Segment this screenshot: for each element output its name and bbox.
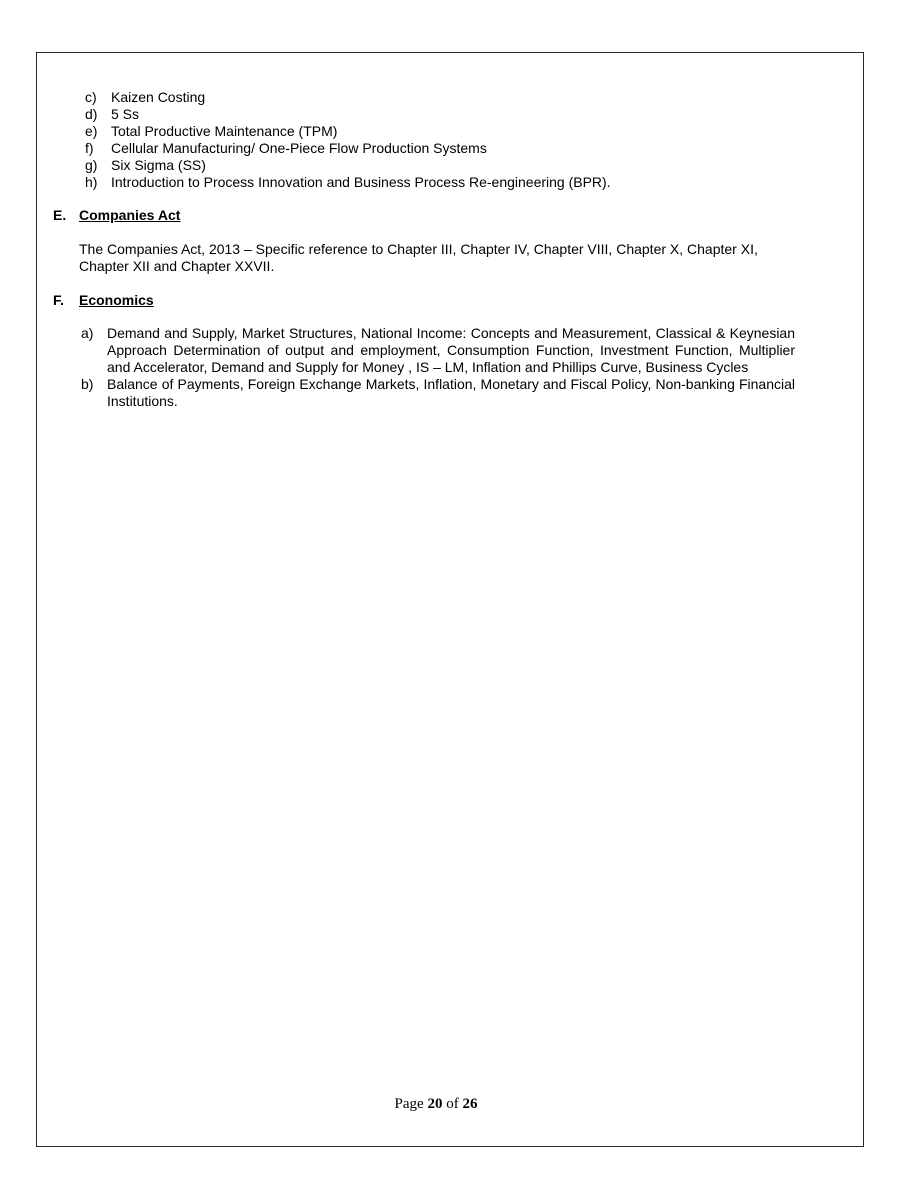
- list-marker: f): [85, 140, 94, 156]
- footer-of-word: of: [442, 1096, 463, 1112]
- companies-act-paragraph: The Companies Act, 2013 – Specific reference to Chapter III, Chapter IV, Chapter VIII, Chapter X, Chapter XI, Chapter XII and Chapter XXVII.: [79, 241, 758, 274]
- list-item-text: Six Sigma (SS): [111, 157, 206, 173]
- footer-total-pages: 26: [462, 1096, 478, 1112]
- list-marker: a): [81, 325, 94, 341]
- page-content: [37, 53, 863, 410]
- footer-page-word: Page: [394, 1096, 428, 1112]
- list-marker: b): [81, 376, 94, 392]
- list-item: [85, 140, 795, 157]
- list-item-text: Kaizen Costing: [111, 89, 206, 105]
- list-item: [85, 123, 795, 140]
- section-title: Companies Act: [79, 207, 181, 223]
- list-item: [85, 174, 795, 191]
- list-item-text: Demand and Supply, Market Structures, National Income: Concepts and Measurement, Classical & Keynesian Approach Determination of output and employment, Consumption Function, Investment Function, Multiplier and Accelerator, Demand and Supply for Money , IS – LM, Inflation and Phillips Curve, Business Cycles: [107, 325, 795, 375]
- list-item-text: Introduction to Process Innovation and Business Process Re-engineering (BPR).: [111, 174, 611, 190]
- topic-list: [85, 89, 795, 191]
- section-marker: F.: [53, 292, 64, 308]
- list-item-text: Cellular Manufacturing/ One-Piece Flow Production Systems: [111, 140, 487, 156]
- list-item: [85, 106, 795, 123]
- document-page: [36, 52, 864, 1147]
- section-heading-economics: [53, 292, 795, 309]
- list-item-text: Balance of Payments, Foreign Exchange Markets, Inflation, Monetary and Fiscal Policy, Non-banking Financial Institutions.: [107, 376, 795, 409]
- section-title: Economics: [79, 292, 154, 308]
- list-marker: d): [85, 106, 98, 122]
- page-footer: [53, 1096, 819, 1113]
- footer-page-number: 20: [427, 1096, 443, 1112]
- list-marker: h): [85, 174, 98, 190]
- list-item-text: 5 Ss: [111, 106, 140, 122]
- list-item: [85, 89, 795, 106]
- section-heading-companies-act: [53, 207, 795, 224]
- list-item-text: Total Productive Maintenance (TPM): [111, 123, 338, 139]
- economics-list: [81, 325, 795, 410]
- section-marker: E.: [53, 207, 67, 223]
- list-marker: e): [85, 123, 98, 139]
- list-marker: g): [85, 157, 98, 173]
- list-item: [81, 376, 795, 410]
- list-item: [85, 157, 795, 174]
- list-marker: c): [85, 89, 97, 105]
- list-item: [81, 325, 795, 376]
